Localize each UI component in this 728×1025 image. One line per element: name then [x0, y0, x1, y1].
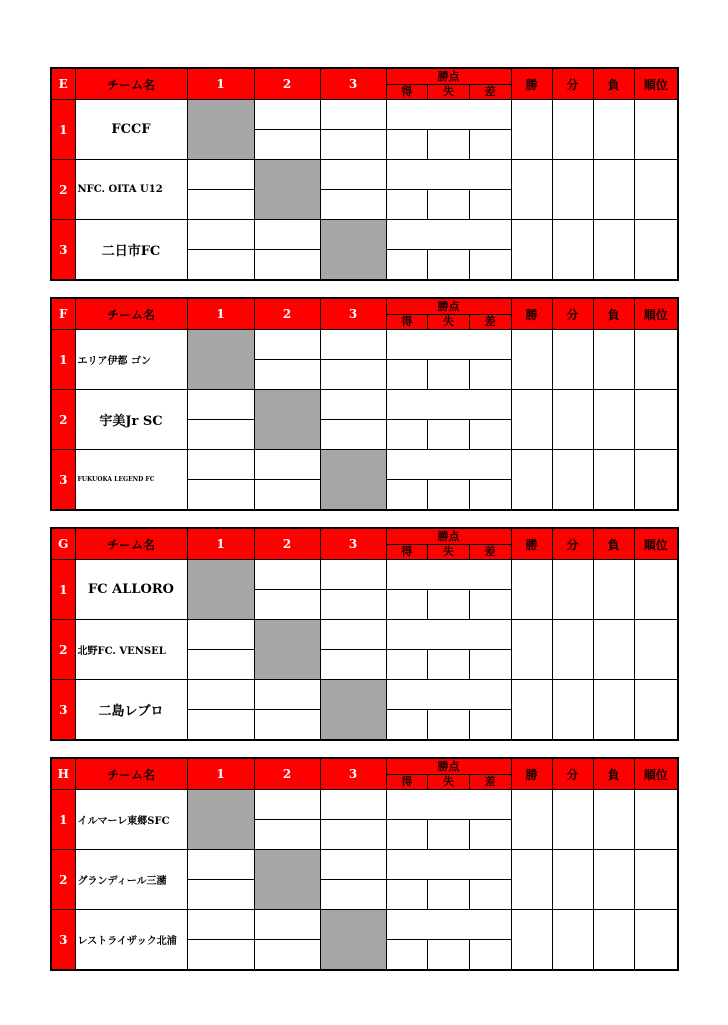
points-cell[interactable]: [386, 910, 511, 971]
team-row: [51, 560, 678, 620]
team-name: 二日市FC: [75, 220, 187, 281]
header-col-2: 2: [254, 298, 320, 330]
header-col-1: 1: [187, 298, 254, 330]
points-cell[interactable]: [386, 620, 511, 680]
points-cell[interactable]: [386, 100, 511, 160]
match-cell[interactable]: [320, 160, 386, 220]
rank-cell[interactable]: [634, 100, 678, 160]
header-loss: 負: [593, 528, 634, 560]
team-row: [51, 850, 678, 910]
header-rank: 順位: [634, 528, 678, 560]
header-win: 勝: [511, 528, 552, 560]
header-win: 勝: [511, 298, 552, 330]
points-cell[interactable]: [386, 160, 511, 220]
header-col-1: 1: [187, 528, 254, 560]
points-cell[interactable]: [386, 560, 511, 620]
match-cell[interactable]: [187, 450, 254, 511]
self-match-cell: [320, 450, 386, 511]
team-number: 3: [51, 220, 75, 281]
win-cell[interactable]: [511, 850, 552, 910]
header-col-3: 3: [320, 528, 386, 560]
draw-cell[interactable]: [552, 450, 593, 511]
header-points-against: 失: [427, 775, 469, 789]
team-number: 1: [51, 100, 75, 160]
match-cell[interactable]: [254, 790, 320, 850]
self-match-cell: [320, 220, 386, 281]
header-win: 勝: [511, 758, 552, 790]
self-match-cell: [320, 910, 386, 971]
self-match-cell: [187, 560, 254, 620]
team-name: レストライザック北浦: [75, 910, 187, 971]
team-number: 1: [51, 330, 75, 390]
header-points-against: 失: [427, 315, 469, 329]
header-row: [51, 758, 678, 790]
team-number: 1: [51, 790, 75, 850]
header-rank: 順位: [634, 298, 678, 330]
points-cell[interactable]: [386, 850, 511, 910]
loss-cell[interactable]: [593, 620, 634, 680]
points-cell[interactable]: [386, 790, 511, 850]
self-match-cell: [254, 160, 320, 220]
team-number: 3: [51, 680, 75, 741]
standings-table: [50, 527, 679, 741]
header-points-against: 失: [427, 545, 469, 559]
standings-table: [50, 67, 679, 281]
team-row: [51, 390, 678, 450]
win-cell[interactable]: [511, 160, 552, 220]
loss-cell[interactable]: [593, 850, 634, 910]
match-cell[interactable]: [320, 790, 386, 850]
header-points: [386, 68, 511, 100]
win-cell[interactable]: [511, 330, 552, 390]
win-cell[interactable]: [511, 790, 552, 850]
team-name: NFC. OITA U12: [75, 160, 187, 220]
header-row: [51, 298, 678, 330]
loss-cell[interactable]: [593, 680, 634, 741]
match-cell[interactable]: [254, 220, 320, 281]
rank-cell[interactable]: [634, 220, 678, 281]
header-row: [51, 68, 678, 100]
team-row: [51, 910, 678, 971]
group-table-f: [50, 297, 677, 517]
team-name: 北野FC. VENSEL: [75, 620, 187, 680]
team-name: FC ALLORO: [75, 560, 187, 620]
match-cell[interactable]: [187, 620, 254, 680]
rank-cell[interactable]: [634, 160, 678, 220]
header-draw: 分: [552, 68, 593, 100]
match-cell[interactable]: [187, 850, 254, 910]
team-row: [51, 680, 678, 741]
self-match-cell: [187, 100, 254, 160]
header-points: [386, 758, 511, 790]
header-col-2: 2: [254, 758, 320, 790]
match-cell[interactable]: [320, 390, 386, 450]
win-cell[interactable]: [511, 390, 552, 450]
standings-table: [50, 297, 679, 511]
self-match-cell: [320, 680, 386, 741]
loss-cell[interactable]: [593, 560, 634, 620]
match-cell[interactable]: [254, 910, 320, 971]
team-name: FCCF: [75, 100, 187, 160]
team-row: [51, 100, 678, 160]
rank-cell[interactable]: [634, 330, 678, 390]
team-row: [51, 160, 678, 220]
header-col-3: 3: [320, 68, 386, 100]
self-match-cell: [254, 390, 320, 450]
win-cell[interactable]: [511, 450, 552, 511]
header-col-3: 3: [320, 298, 386, 330]
team-name: 宇美Jr SC: [75, 390, 187, 450]
loss-cell[interactable]: [593, 160, 634, 220]
draw-cell[interactable]: [552, 680, 593, 741]
loss-cell[interactable]: [593, 450, 634, 511]
group-table-h: [50, 757, 677, 977]
header-points: [386, 298, 511, 330]
loss-cell[interactable]: [593, 790, 634, 850]
self-match-cell: [254, 850, 320, 910]
team-name: イルマーレ東郷SFC: [75, 790, 187, 850]
header-col-3: 3: [320, 758, 386, 790]
match-cell[interactable]: [187, 160, 254, 220]
match-cell[interactable]: [254, 330, 320, 390]
team-row: [51, 790, 678, 850]
header-points-diff: 差: [469, 85, 511, 99]
group-letter: E: [51, 68, 75, 100]
draw-cell[interactable]: [552, 850, 593, 910]
team-number: 2: [51, 850, 75, 910]
win-cell[interactable]: [511, 560, 552, 620]
header-team-name: チーム名: [75, 758, 187, 790]
team-name: グランディール三瀦: [75, 850, 187, 910]
header-col-2: 2: [254, 68, 320, 100]
match-cell[interactable]: [254, 100, 320, 160]
team-name: FUKUOKA LEGEND FC: [75, 450, 187, 511]
match-cell[interactable]: [187, 680, 254, 741]
draw-cell[interactable]: [552, 560, 593, 620]
group-table-e: [50, 67, 677, 287]
self-match-cell: [254, 620, 320, 680]
group-letter: G: [51, 528, 75, 560]
team-number: 3: [51, 910, 75, 971]
header-points-diff: 差: [469, 545, 511, 559]
header-team-name: チーム名: [75, 528, 187, 560]
team-row: [51, 220, 678, 281]
header-loss: 負: [593, 298, 634, 330]
team-row: [51, 620, 678, 680]
match-cell[interactable]: [254, 680, 320, 741]
draw-cell[interactable]: [552, 160, 593, 220]
header-points-for: 得: [401, 85, 413, 98]
points-cell[interactable]: [386, 680, 511, 741]
team-number: 2: [51, 160, 75, 220]
team-number: 1: [51, 560, 75, 620]
header-team-name: チーム名: [75, 298, 187, 330]
team-number: 2: [51, 620, 75, 680]
team-name: エリア伊都 ゴン: [75, 330, 187, 390]
match-cell[interactable]: [187, 390, 254, 450]
header-team-name: チーム名: [75, 68, 187, 100]
header-draw: 分: [552, 528, 593, 560]
header-win: 勝: [511, 68, 552, 100]
header-loss: 負: [593, 68, 634, 100]
match-cell[interactable]: [320, 560, 386, 620]
match-cell[interactable]: [254, 560, 320, 620]
draw-cell[interactable]: [552, 620, 593, 680]
win-cell[interactable]: [511, 680, 552, 741]
rank-cell[interactable]: [634, 390, 678, 450]
standings-table: [50, 757, 679, 971]
header-rank: 順位: [634, 68, 678, 100]
rank-cell[interactable]: [634, 910, 678, 971]
rank-cell[interactable]: [634, 620, 678, 680]
points-cell[interactable]: [386, 220, 511, 281]
self-match-cell: [187, 790, 254, 850]
rank-cell[interactable]: [634, 850, 678, 910]
match-cell[interactable]: [320, 620, 386, 680]
team-number: 2: [51, 390, 75, 450]
match-cell[interactable]: [320, 100, 386, 160]
header-rank: 順位: [634, 758, 678, 790]
match-cell[interactable]: [254, 450, 320, 511]
points-cell[interactable]: [386, 390, 511, 450]
team-row: [51, 330, 678, 390]
rank-cell[interactable]: [634, 450, 678, 511]
self-match-cell: [187, 330, 254, 390]
header-draw: 分: [552, 298, 593, 330]
header-points-for: 得: [401, 545, 413, 558]
header-points: [386, 528, 511, 560]
header-col-1: 1: [187, 68, 254, 100]
group-table-g: [50, 527, 677, 747]
header-points-against: 失: [427, 85, 469, 99]
points-cell[interactable]: [386, 330, 511, 390]
loss-cell[interactable]: [593, 330, 634, 390]
draw-cell[interactable]: [552, 790, 593, 850]
header-row: [51, 528, 678, 560]
header-draw: 分: [552, 758, 593, 790]
match-cell[interactable]: [320, 850, 386, 910]
win-cell[interactable]: [511, 100, 552, 160]
win-cell[interactable]: [511, 620, 552, 680]
header-points-label: 勝点: [437, 70, 460, 83]
draw-cell[interactable]: [552, 100, 593, 160]
header-points-label: 勝点: [437, 760, 460, 773]
draw-cell[interactable]: [552, 390, 593, 450]
header-points-for: 得: [401, 775, 413, 788]
match-cell[interactable]: [320, 330, 386, 390]
group-letter: F: [51, 298, 75, 330]
win-cell[interactable]: [511, 220, 552, 281]
win-cell[interactable]: [511, 910, 552, 971]
draw-cell[interactable]: [552, 910, 593, 971]
header-loss: 負: [593, 758, 634, 790]
header-points-diff: 差: [469, 315, 511, 329]
header-points-diff: 差: [469, 775, 511, 789]
loss-cell[interactable]: [593, 910, 634, 971]
draw-cell[interactable]: [552, 220, 593, 281]
group-letter: H: [51, 758, 75, 790]
team-row: [51, 450, 678, 511]
team-name: 二島レブロ: [75, 680, 187, 741]
match-cell[interactable]: [187, 910, 254, 971]
draw-cell[interactable]: [552, 330, 593, 390]
header-points-for: 得: [401, 315, 413, 328]
team-number: 3: [51, 450, 75, 511]
rank-cell[interactable]: [634, 560, 678, 620]
loss-cell[interactable]: [593, 390, 634, 450]
header-col-1: 1: [187, 758, 254, 790]
rank-cell[interactable]: [634, 680, 678, 741]
points-cell[interactable]: [386, 450, 511, 511]
match-cell[interactable]: [187, 220, 254, 281]
loss-cell[interactable]: [593, 100, 634, 160]
header-points-label: 勝点: [437, 530, 460, 543]
header-col-2: 2: [254, 528, 320, 560]
header-points-label: 勝点: [437, 300, 460, 313]
loss-cell[interactable]: [593, 220, 634, 281]
rank-cell[interactable]: [634, 790, 678, 850]
